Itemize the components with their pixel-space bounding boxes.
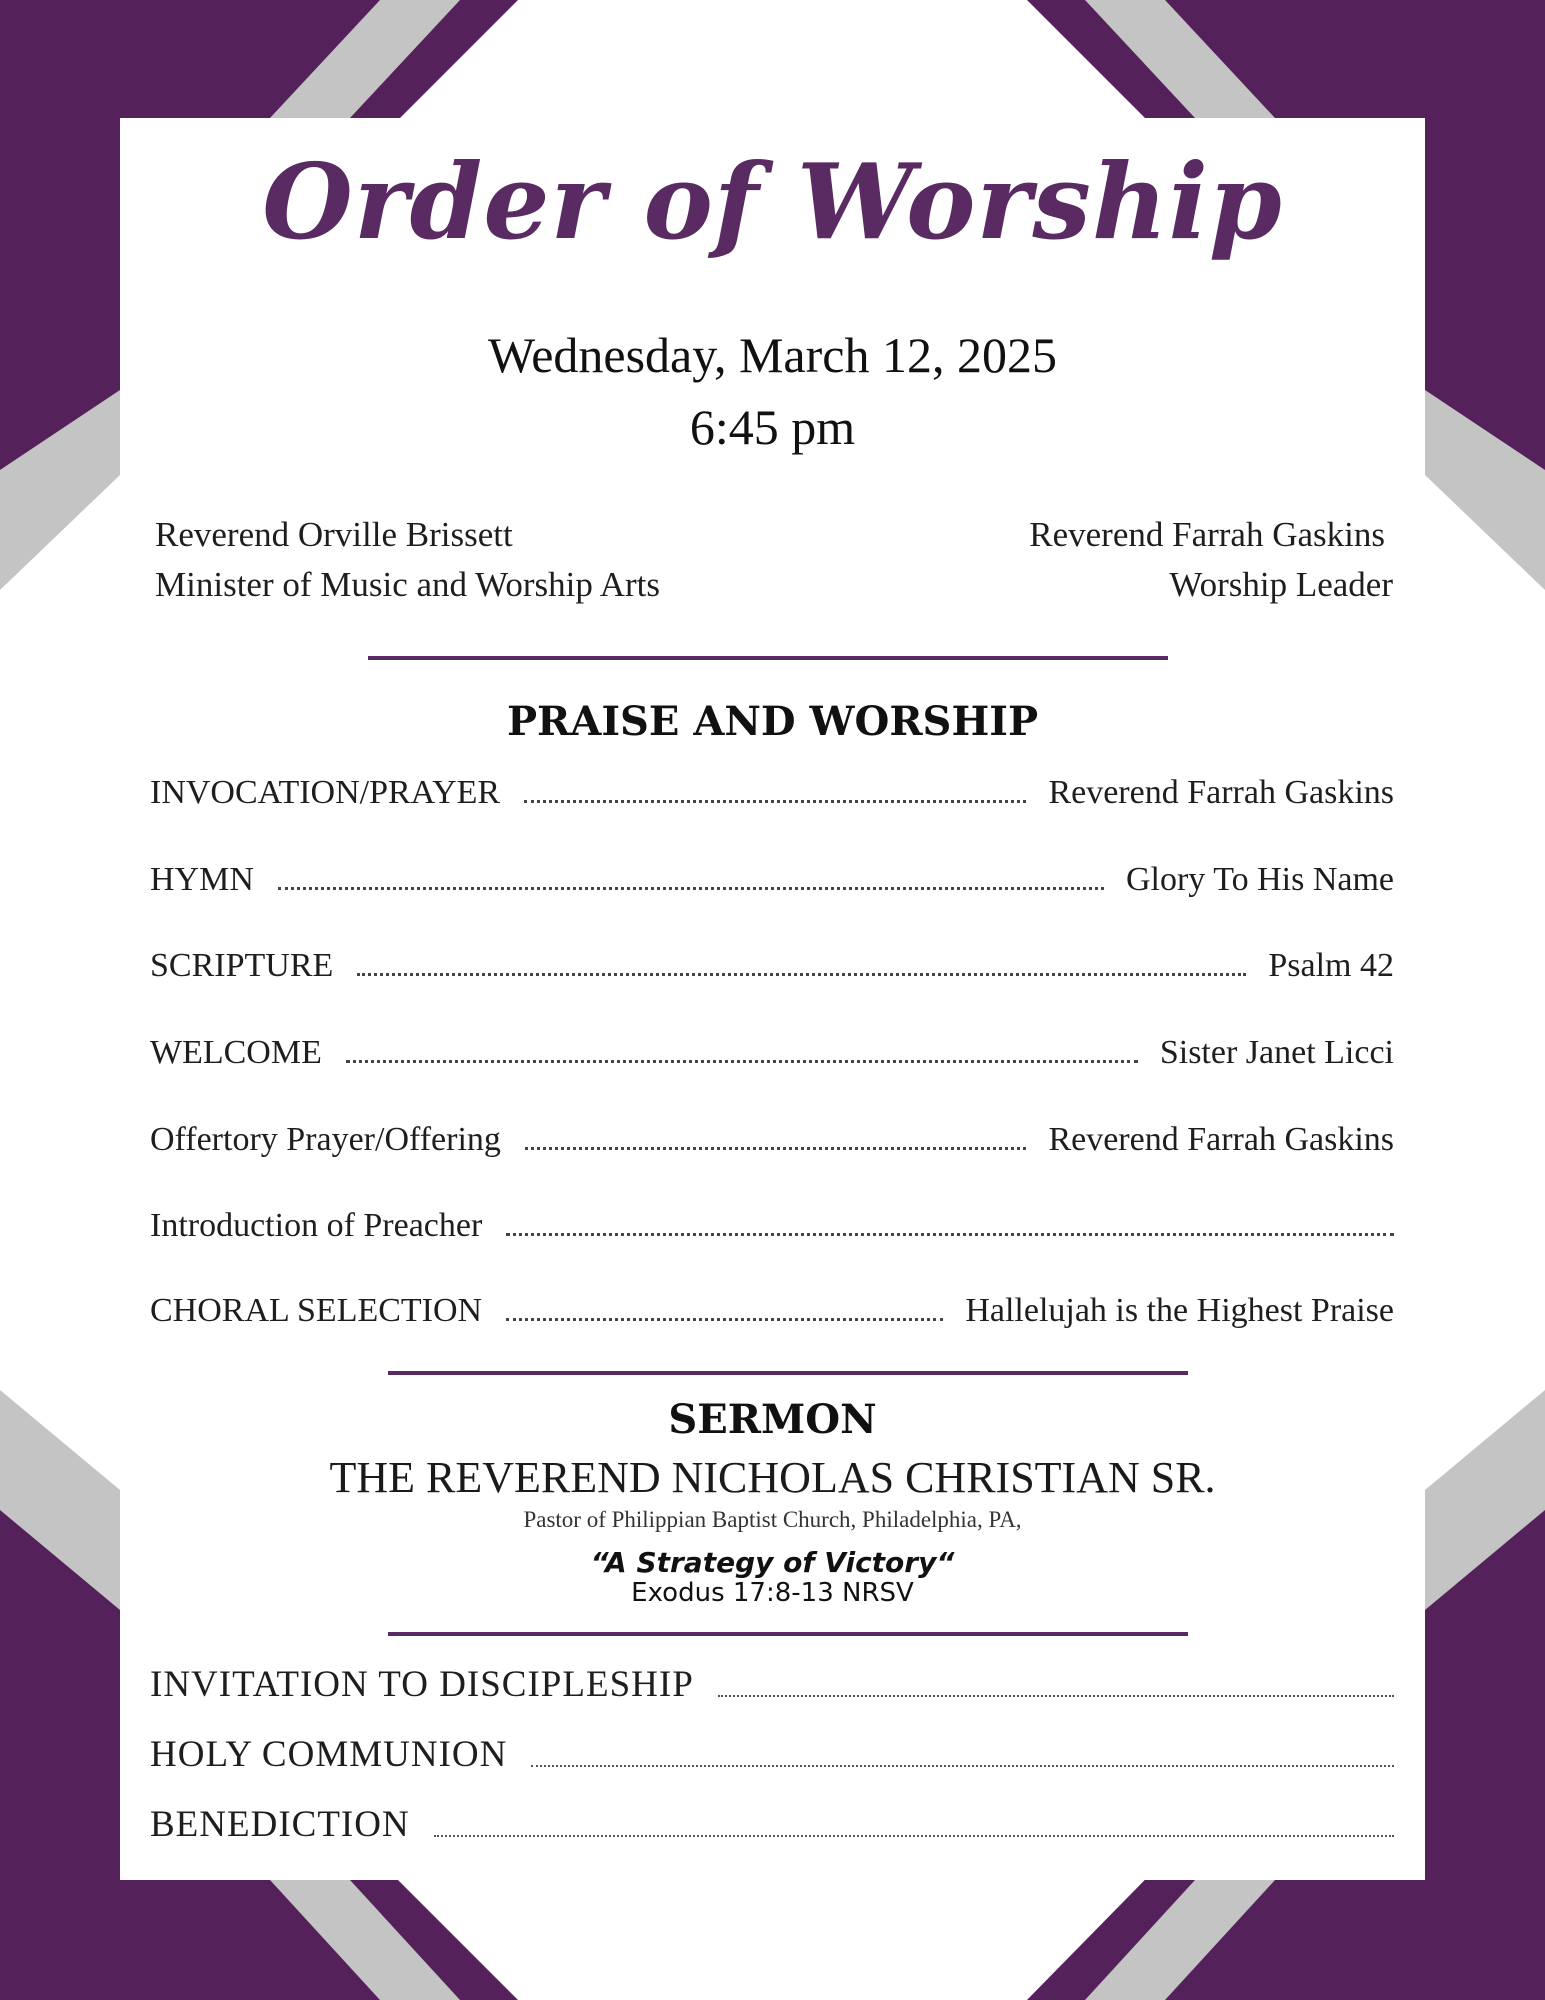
leader-right-name: Reverend Farrah Gaskins [1029,515,1385,554]
item-label: CHORAL SELECTION [150,1292,483,1329]
item-label: INVOCATION/PRAYER [150,774,501,811]
sermon-title: “A Strategy of Victory“ [590,1546,955,1579]
item-label: Introduction of Preacher [150,1207,483,1244]
closing-item [150,1802,1394,1846]
item-value: Reverend Farrah Gaskins [1048,1121,1394,1158]
item-label: HYMN [150,861,254,898]
program-item [150,768,1394,812]
sermon-heading: SERMON [668,1396,877,1443]
item-value: Reverend Farrah Gaskins [1048,774,1394,811]
dot-leader [531,1765,1394,1767]
item-label: SCRIPTURE [150,947,334,984]
program-item [150,941,1394,985]
item-value: Psalm 42 [1268,947,1394,984]
item-value: Sister Janet Licci [1159,1034,1394,1071]
sermon-scripture: Exodus 17:8-13 NRSV [631,1578,914,1608]
item-label: Offertory Prayer/Offering [150,1121,501,1158]
item-value: Hallelujah is the Highest Praise [965,1292,1394,1329]
preacher-affiliation: Pastor of Philippian Baptist Church, Philadelphia, PA, [523,1507,1022,1532]
divider-bottom [388,1632,1188,1636]
dot-leader [346,1060,1138,1063]
dot-leader [357,973,1246,976]
item-label: BENEDICTION [150,1804,410,1845]
leader-left-role: Minister of Music and Worship Arts [155,565,660,604]
program-item [150,1115,1394,1159]
dot-leader [718,1695,1394,1697]
leader-left-name: Reverend Orville Brissett [155,515,513,554]
item-label: HOLY COMMUNION [150,1734,508,1775]
closing-item [150,1732,1394,1776]
dot-leader [506,1318,943,1321]
divider-middle [388,1371,1188,1375]
item-label: WELCOME [150,1034,322,1071]
item-label: INVITATION TO DISCIPLESHIP [150,1664,694,1705]
dot-leader [525,1147,1027,1150]
item-value: Glory To His Name [1125,861,1394,898]
dot-leader [506,1233,1394,1236]
program-item [150,1201,1394,1245]
program-item [150,1286,1394,1330]
preacher-name: THE REVEREND NICHOLAS CHRISTIAN SR. [329,1453,1216,1502]
praise-heading: PRAISE AND WORSHIP [506,698,1039,745]
program-item [150,1028,1394,1072]
program-card [120,118,1425,1880]
leader-right-role: Worship Leader [1169,565,1393,604]
closing-item [150,1662,1394,1706]
dot-leader [434,1835,1394,1837]
page-title: Order of Worship [262,140,1283,263]
dot-leader [278,887,1104,890]
dot-leader [524,800,1026,803]
service-date: Wednesday, March 12, 2025 [488,327,1057,383]
divider-top [368,656,1168,660]
service-time: 6:45 pm [689,399,856,455]
program-item [150,855,1394,899]
